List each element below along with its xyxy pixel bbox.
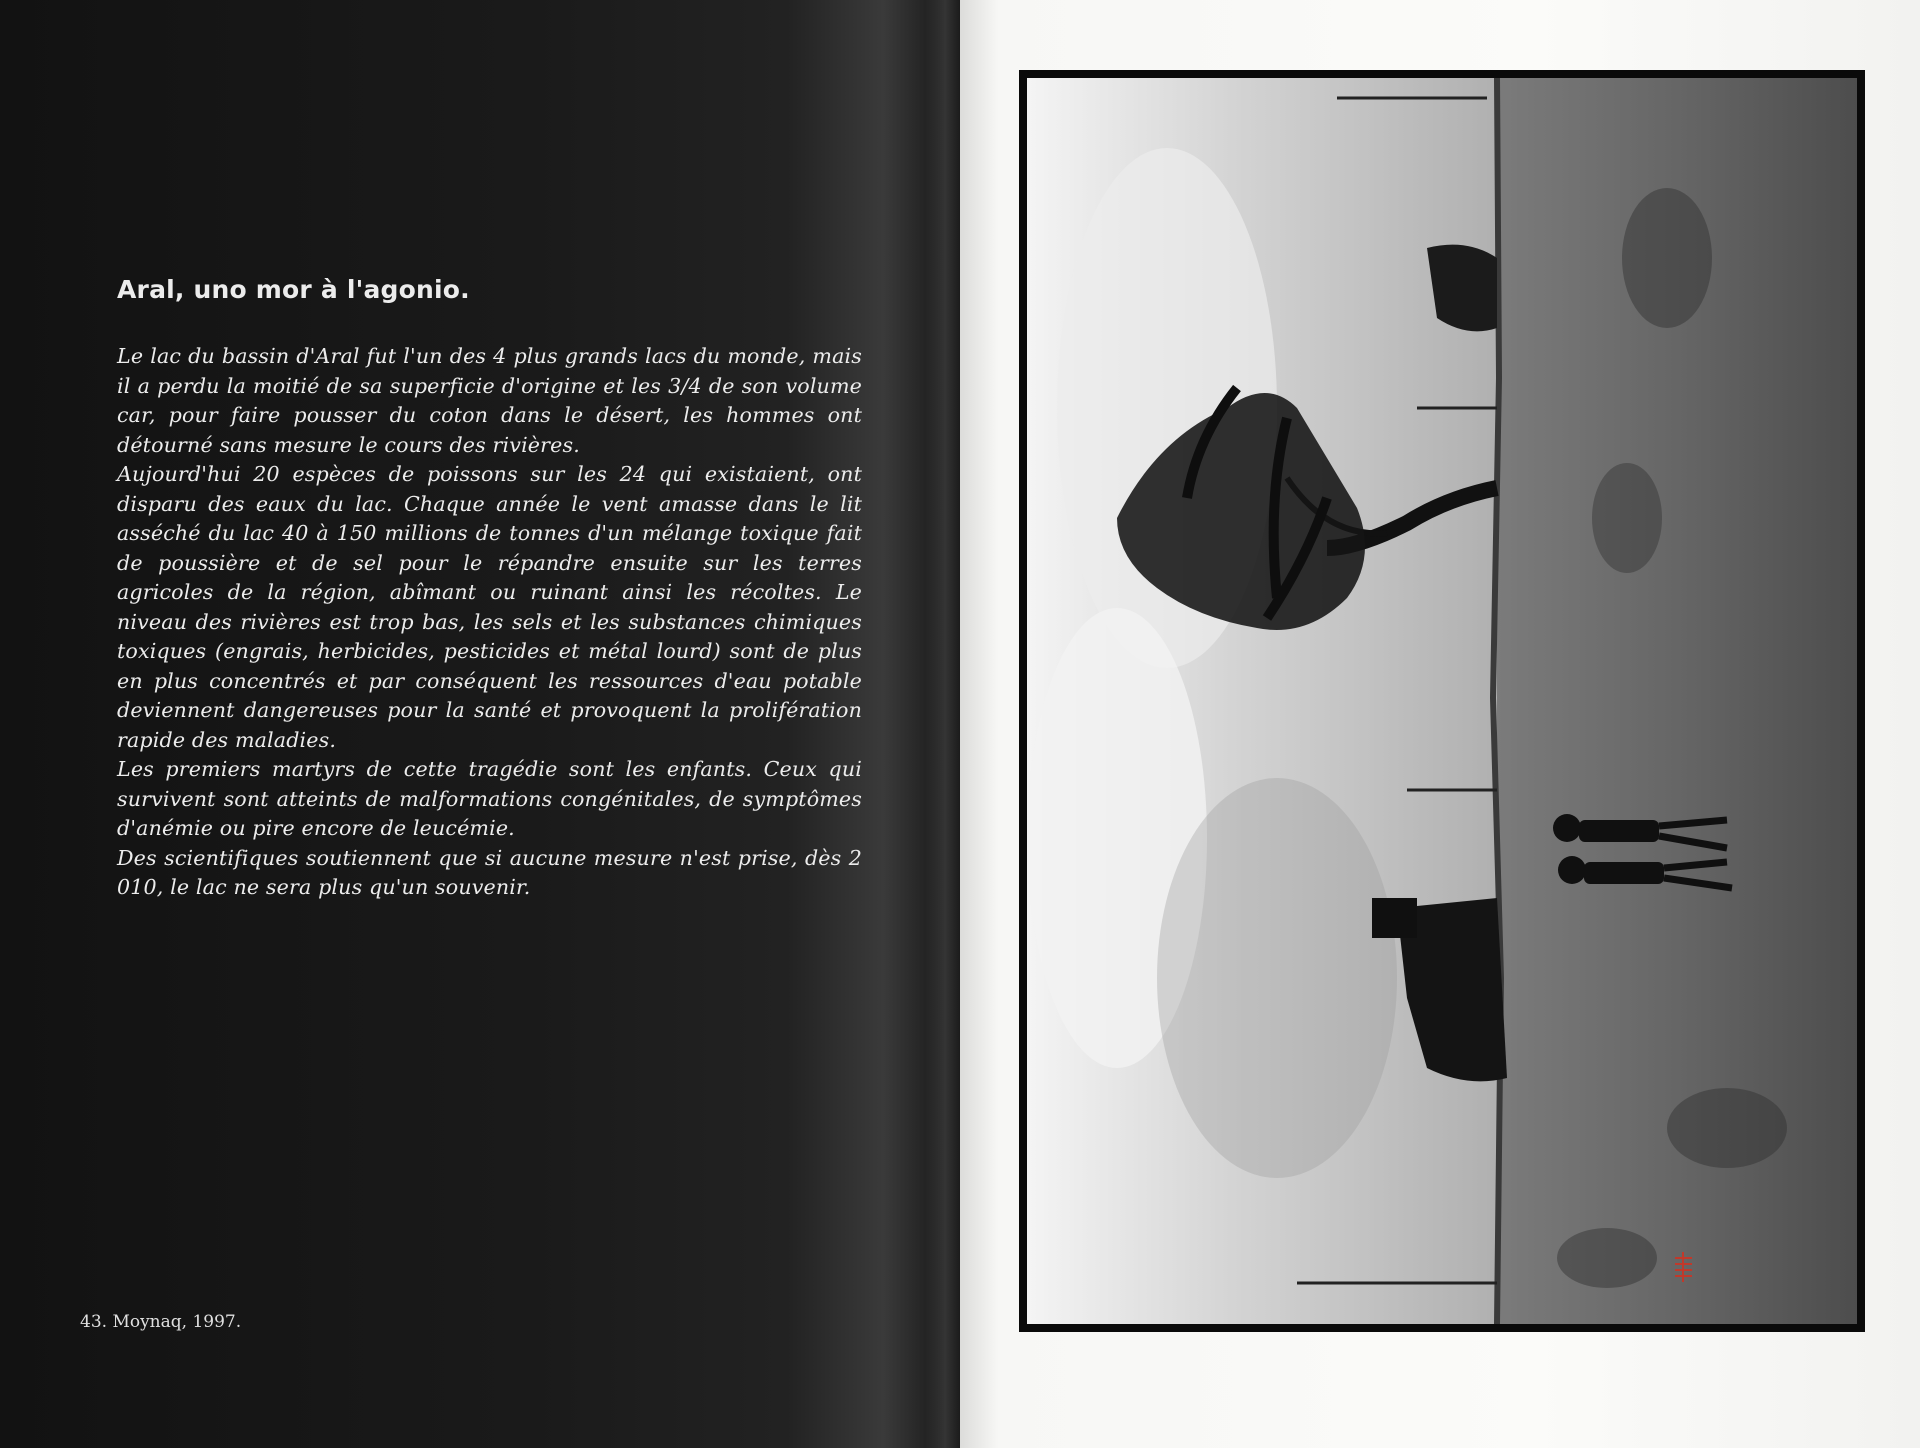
ground-shadow [1667,1088,1787,1168]
cloud [1157,778,1397,1178]
photo-caption: 43. Moynaq, 1997. [80,1312,242,1332]
article-text-block [117,275,862,903]
photograph-aral-seabed [1027,78,1857,1324]
article-title: Aral, uno mor à l'agonio. [117,275,470,304]
ground-shadow [1622,188,1712,328]
photo-illustration [1027,78,1857,1324]
paragraph-fish-and-toxins: Aujourd'hui 20 espèces de poissons sur les 24 qui existaient, ont disparu des eaux du lac. Chaque année le vent amasse dans le lit asséché du lac 40 à 150 millions de tonnes d'un mélange toxique fait de poussière et de sel pour le répandre ensuite sur les terres agricoles de la région, abîmant ou ruinant ainsi les récoltes. Le niveau des rivières est trop bas, les sels et les substances chimiques toxiques (engrais, herbicides, pesticides et métal lourd) sont de plus en plus concentrés et par conséquent les ressources d'eau potable deviennent dangereuses pour la santé et provoquent la prolifération rapide des maladies. [117,462,862,752]
paragraph-intro: Le lac du bassin d'Aral fut l'un des 4 plus grands lacs du monde, mais il a perdu la moitié de sa superficie d'origine et les 3/4 de son volume car, pour faire pousser du coton dans le désert, les hommes ont détourné sans mesure le cours des rivières. [117,344,862,457]
wreck-cabin [1372,898,1417,938]
paragraph-children: Les premiers martyrs de cette tragédie sont les enfants. Ceux qui survivent sont atteints de malformations congénitales, de symptômes d'anémie ou pire encore de leucémie. [117,757,862,840]
photo-frame [1019,70,1865,1332]
ground-shadow [1557,1228,1657,1288]
ground-shadow [1592,463,1662,573]
article-body [117,342,862,903]
paragraph-forecast: Des scientifiques soutiennent que si aucune mesure n'est prise, dès 2 010, le lac ne sera plus qu'un souvenir. [117,845,862,899]
